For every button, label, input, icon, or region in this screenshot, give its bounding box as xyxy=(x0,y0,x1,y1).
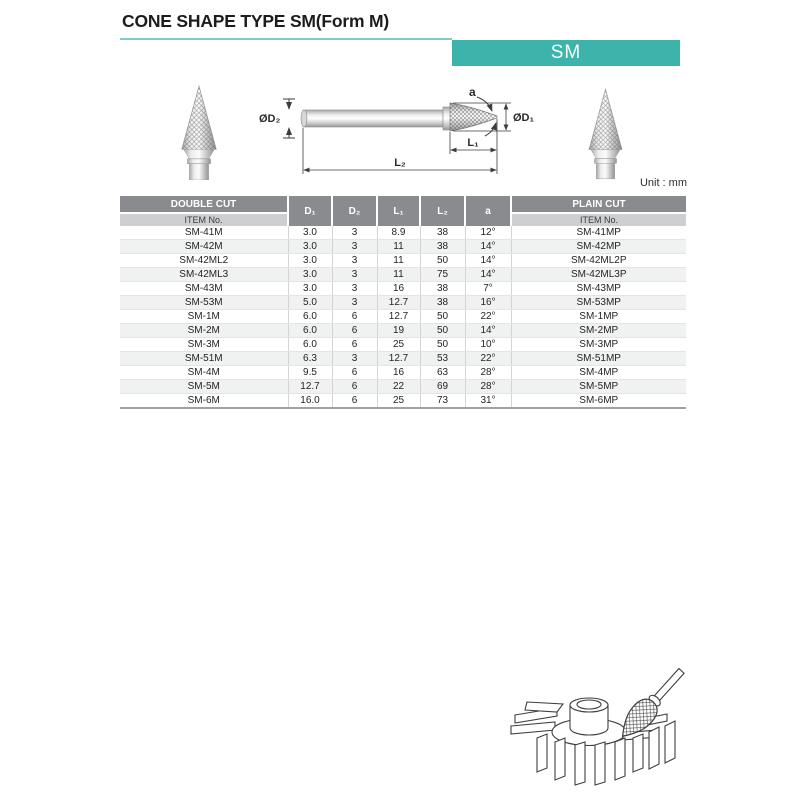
table-cell: 3.0 xyxy=(288,226,332,240)
shank xyxy=(303,110,443,127)
table-cell: 6 xyxy=(332,380,377,394)
table-cell: SM-42M xyxy=(120,240,288,254)
table-cell: 19 xyxy=(377,324,420,338)
table-cell: 3 xyxy=(332,268,377,282)
page-title: CONE SHAPE TYPE SM(Form M) xyxy=(122,11,390,31)
spec-table xyxy=(120,196,686,409)
label-l2: L₂ xyxy=(394,157,406,169)
table-cell: 14° xyxy=(465,324,511,338)
title-underline xyxy=(120,38,452,40)
table-cell: 3.0 xyxy=(288,282,332,296)
table-cell: SM-51M xyxy=(120,352,288,366)
table-cell: SM-6MP xyxy=(511,394,686,409)
table-cell: 12° xyxy=(465,226,511,240)
table-cell: 6.0 xyxy=(288,324,332,338)
table-cell: SM-1MP xyxy=(511,310,686,324)
table-cell: 8.9 xyxy=(377,226,420,240)
table-cell: SM-43M xyxy=(120,282,288,296)
table-row xyxy=(120,338,686,352)
table-cell: SM-41M xyxy=(120,226,288,240)
table-cell: 25 xyxy=(377,394,420,409)
table-cell: SM-42ML3P xyxy=(511,268,686,282)
table-cell: 3 xyxy=(332,240,377,254)
table-row xyxy=(120,380,686,394)
table-cell: 22° xyxy=(465,352,511,366)
table-row xyxy=(120,240,686,254)
table-cell: 50 xyxy=(420,338,465,352)
table-cell: 6.3 xyxy=(288,352,332,366)
table-cell: 3 xyxy=(332,226,377,240)
table-cell: 6.0 xyxy=(288,310,332,324)
table-cell: SM-43MP xyxy=(511,282,686,296)
table-cell: 11 xyxy=(377,254,420,268)
table-cell: 12.7 xyxy=(288,380,332,394)
series-tab-label: SM xyxy=(550,42,582,63)
table-cell: 75 xyxy=(420,268,465,282)
table-row xyxy=(120,254,686,268)
header-col-d1: D₁ xyxy=(288,196,332,226)
table-row xyxy=(120,296,686,310)
table-cell: SM-3M xyxy=(120,338,288,352)
table-cell: SM-42ML2P xyxy=(511,254,686,268)
table-cell: 12.7 xyxy=(377,310,420,324)
table-cell: 38 xyxy=(420,296,465,310)
table-cell: 14° xyxy=(465,268,511,282)
table-cell: SM-42ML2 xyxy=(120,254,288,268)
table-row xyxy=(120,324,686,338)
table-cell: SM-42MP xyxy=(511,240,686,254)
unit-note: Unit : mm xyxy=(639,177,687,189)
table-cell: 9.5 xyxy=(288,366,332,380)
table-cell: 12.7 xyxy=(377,296,420,310)
header-plain-cut: PLAIN CUT xyxy=(511,196,686,213)
table-cell: 6 xyxy=(332,310,377,324)
table-cell: 50 xyxy=(420,324,465,338)
table-cell: 3 xyxy=(332,282,377,296)
table-cell: 14° xyxy=(465,240,511,254)
table-row xyxy=(120,226,686,240)
dim-d2 xyxy=(283,99,295,138)
table-body xyxy=(120,226,686,408)
table-cell: SM-1M xyxy=(120,310,288,324)
table-cell: 53 xyxy=(420,352,465,366)
table-cell: 69 xyxy=(420,380,465,394)
table-cell: 5.0 xyxy=(288,296,332,310)
table-cell: 3.0 xyxy=(288,240,332,254)
table-cell: 10° xyxy=(465,338,511,352)
table-cell: 16.0 xyxy=(288,394,332,409)
table-cell: SM-2MP xyxy=(511,324,686,338)
table-cell: SM-53M xyxy=(120,296,288,310)
table-cell: 50 xyxy=(420,254,465,268)
table-row xyxy=(120,282,686,296)
label-l1: L₁ xyxy=(467,137,479,149)
table-cell: SM-53MP xyxy=(511,296,686,310)
table-cell: 7° xyxy=(465,282,511,296)
table-cell: 73 xyxy=(420,394,465,409)
header-item-no-left: ITEM No. xyxy=(120,213,288,226)
table-row xyxy=(120,366,686,380)
table-cell: 12.7 xyxy=(377,352,420,366)
table-row xyxy=(120,352,686,366)
header-double-cut: DOUBLE CUT xyxy=(120,196,288,213)
table-cell: SM-41MP xyxy=(511,226,686,240)
header-item-no-right: ITEM No. xyxy=(511,213,686,226)
header-col-l1: L₁ xyxy=(377,196,420,226)
table-cell: 38 xyxy=(420,240,465,254)
table-cell: 50 xyxy=(420,310,465,324)
table-cell: 22° xyxy=(465,310,511,324)
table-cell: SM-3MP xyxy=(511,338,686,352)
burr-photo-right xyxy=(578,84,633,182)
table-cell: SM-2M xyxy=(120,324,288,338)
series-tab xyxy=(452,40,680,66)
table-cell: 38 xyxy=(420,226,465,240)
table-cell: 6 xyxy=(332,324,377,338)
table-cell: SM-5MP xyxy=(511,380,686,394)
header-col-a: a xyxy=(465,196,511,226)
table-cell: SM-51MP xyxy=(511,352,686,366)
table-cell: 6 xyxy=(332,394,377,409)
table-cell: SM-4MP xyxy=(511,366,686,380)
table-row xyxy=(120,268,686,282)
table-cell: 3 xyxy=(332,296,377,310)
table-cell: 28° xyxy=(465,380,511,394)
label-a: a xyxy=(469,85,476,99)
table-cell: 3.0 xyxy=(288,254,332,268)
table-cell: 3 xyxy=(332,254,377,268)
table-cell: 25 xyxy=(377,338,420,352)
table-cell: SM-42ML3 xyxy=(120,268,288,282)
table-cell: 11 xyxy=(377,240,420,254)
table-cell: 3 xyxy=(332,352,377,366)
table-cell: 6 xyxy=(332,366,377,380)
table-row xyxy=(120,394,686,409)
table-cell: 38 xyxy=(420,282,465,296)
table-cell: 63 xyxy=(420,366,465,380)
table-row xyxy=(120,310,686,324)
table-cell: 22 xyxy=(377,380,420,394)
table-cell: 16 xyxy=(377,366,420,380)
table-cell: 31° xyxy=(465,394,511,409)
header-col-d2: D₂ xyxy=(332,196,377,226)
table-cell: 3.0 xyxy=(288,268,332,282)
table-cell: SM-4M xyxy=(120,366,288,380)
burr-photo-left xyxy=(170,84,228,180)
table-cell: 16° xyxy=(465,296,511,310)
application-illustration xyxy=(497,660,702,793)
label-d2: ØD₂ xyxy=(259,113,281,125)
header-col-l2: L₂ xyxy=(420,196,465,226)
table-cell: 6 xyxy=(332,338,377,352)
table-cell: SM-5M xyxy=(120,380,288,394)
table-cell: 11 xyxy=(377,268,420,282)
table-cell: 14° xyxy=(465,254,511,268)
table-cell: 6.0 xyxy=(288,338,332,352)
label-d1: ØD₁ xyxy=(513,112,535,124)
dimension-drawing xyxy=(245,70,545,182)
table-cell: SM-6M xyxy=(120,394,288,409)
table-cell: 16 xyxy=(377,282,420,296)
table-cell: 28° xyxy=(465,366,511,380)
